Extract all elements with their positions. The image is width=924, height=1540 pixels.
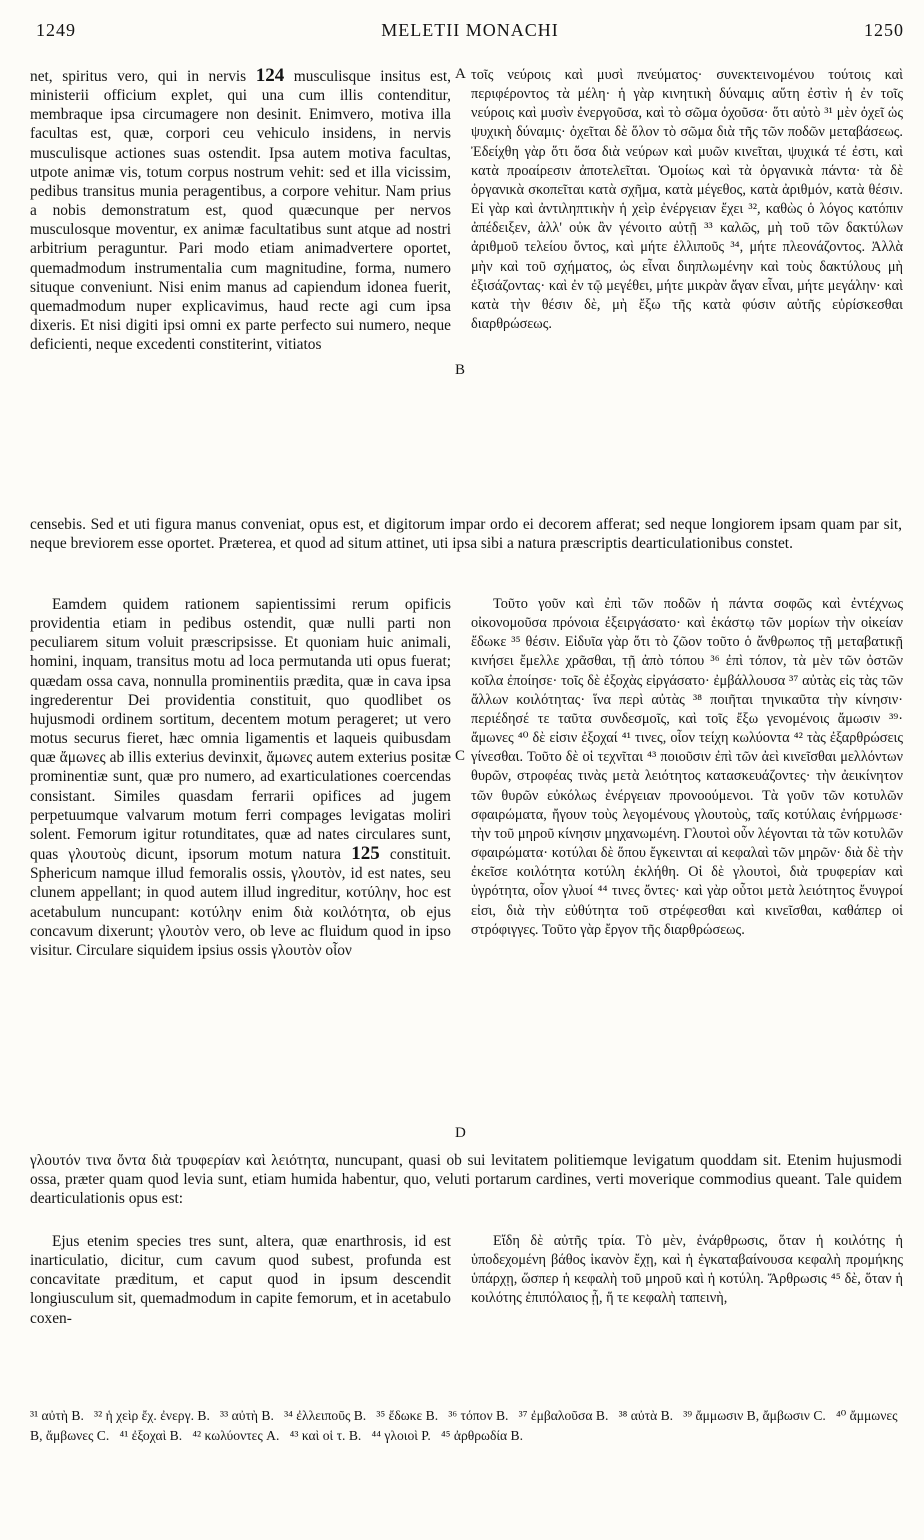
running-title: MELETII MONACHI — [381, 20, 559, 40]
latin-column-2 — [30, 595, 451, 1150]
footnote: ⁴⁴ γλοιοὶ P. — [371, 1428, 431, 1443]
latin-text: censebis. Sed et uti figura manus conveniat, opus est, et digitorum impar ordo ei decorem afferat; sed neque longiorem ipsam quam par sit, neque breviorem esse oportet. Præterea, et quod ad situm attinet, uti ipsa sibi a natura præscriptis dearticulationibus constet. — [30, 516, 902, 553]
page-header — [36, 20, 904, 56]
margin-marker-b: B — [455, 362, 466, 378]
footnote: ³⁸ αὐτὰ B. — [618, 1408, 674, 1423]
latin-text: γλουτόν τινα ὄντα διὰ τρυφερίαν καὶ λειότητα, nuncupant, quasi ob sui levitatem politiemque levigatum quoddam sit. Etenim hujusmodi ossa, præter quam quod levia sunt, etiam humida habentur, quo, veluti portarum cardines, verti moverique commodius queant. Tale quidem dearticulationis opus est: — [30, 1152, 902, 1208]
greek-column-1 — [471, 66, 903, 511]
footnote: ⁴³ καὶ οἱ τ. B. — [289, 1428, 362, 1443]
footnote: ³⁹ ἄμμωσιν B, ἄμβωσιν C. — [683, 1408, 826, 1423]
greek-text: Εἴδη δὲ αὐτῆς τρία. Τὸ μὲν, ἐνάρθρωσις, ὅταν ἡ κοιλότης ἡ ὑποδεχομένη βάθος ἱκανὸν ἔχῃ, καὶ ἡ ἐγκαταβαίνουσα κεφαλὴ προμήκης ὑπάρχῃ, ὥσπερ ἡ κεφαλὴ τοῦ μηροῦ καὶ ἡ κοτύλη. Ἄρθρωσις ⁴⁵ δὲ, ὅταν ἡ κοιλότης ἐπιπόλαιος ᾖ, ἥ τε κεφαλὴ ταπεινὴ, — [471, 1233, 903, 1307]
latin-text: musculisque insitus est, ministerii officium explet, qui una cum illis contenditur, membraque ipsa circumagere non desinit. Enimvero, motiva illa facultas est, quæ, corpori ceu vehiculo insidens, in nervis musculisque actiones suas ostendit. Ipsa autem motiva facultas, utpote animæ vis, totum corpus nostrum vehit: sed et illa vicissim, pedibus transitus munia peragentibus, a corpore vehitur. Nam prius a nobis demonstratum est, quod quæcunque per nervos musculosque moventur, ex animæ facultatibus sunt atque ad nostri arbitrium peraguntur. Pari modo etiam animadvertere oportet, quemadmodum instrumentalia cum magnitudine, forma, numero situque conveniunt. Nisi enim manus ad capiendum idonea fuerit, quemadmodum nuper explicavimus, haud recte agi cum ipsa dixeris. Et nisi digiti ipsi omni ex parte perfecto sui numero, neque deficienti, neque excedenti constiterint, vitiatos — [30, 68, 451, 354]
page-number-right: 1250 — [864, 20, 904, 40]
margin-marker-c: C — [455, 748, 466, 764]
margin-marker-d: D — [455, 1125, 466, 1141]
latin-text: Eamdem quidem rationem sapientissimi rerum opificis providentia etiam in pedibus ostendit, quæ nulli parti non peculiarem situm voluit præscripsisse. Et quoniam huic animali, homini, inquam, transitus motu ad loca permutanda uti opus fuerat; quædam ossa cava, nonnulla prominentiis prædita, quæ in cava ipsa ingrederentur Dei providentia constituit, quo quodlibet os hujusmodi ordinem sortitum, decentem motum perageret; ut vero motus securus fieret, hæc omnia ligamentis et laqueis quibusdam quæ ἄμωνες ab illis exterius devinxit, ἄμωνες autem exterius positæ prominentiæ sunt, quæ pro numero, ad exarticulationes coercendas consistant. Similes quasdam ferrarii opifices ad jugem perpetuumque valvarum motum ferri compages levigatas moliri solent. Femorum igitur rotunditates, quæ ad nates circulares sunt, quas γλουτοὺς dicunt, ipsorum motum natura — [30, 596, 451, 864]
latin-text: Ejus etenim species tres sunt, altera, quæ enarthrosis, id est inarticulatio, dicitur, cum cavum quod subest, profunda est concavitate præditum, et caput quod in ipsum descendit longiusculum sit, quemadmodum in capite femorum, et in acetabulo coxen- — [30, 1233, 451, 1327]
greek-text: Τοῦτο γοῦν καὶ ἐπὶ τῶν ποδῶν ἡ πάντα σοφῶς καὶ ἐντέχνως οἰκονομοῦσα πρόνοια ἐξειργάσατο· καὶ ἑκάστῳ τῶν μορίων τὴν οἰκείαν ἔδωκε ³⁵ θέσιν. Εἰδυῖα γὰρ ὅτι τὸ ζῶον τοῦτο ὁ ἄνθρωπος τῇ μεταβατικῇ κινήσει ἔμελλε χρᾶσθαι, τῇ ἀπὸ τόπου ³⁶ ἐπὶ τόπον, τὰ μὲν τῶν ὀστῶν κοῖλα ἐποίησε· τοῖς δὲ ἐξοχὰς εἰργάσατο· ἐμβάλλουσα ³⁷ αὐτὰς εἰς τὰς τῶν ἄλλων κοιλότητας· ἵνα περὶ αὐτὰς ³⁸ ποιῆται τηνικαῦτα τὴν κίνησιν· περιέδησέ τε ταῦτα συνδεσμοῖς, καὶ τοῖς ἔξω γενομένοις ἄμωσιν ³⁹· ἄμωνες ⁴⁰ δὲ εἰσιν ἐξοχαί ⁴¹ τινες, οἷον τείχη κωλύοντα ⁴² τὰς ἐξαρθρώσεις γίνεσθαι. Τοῦτο δὲ οἱ τεχνῖται ⁴³ ποιοῦσιν ἐπὶ τῶν ἀεὶ κινεῖσθαι μελλόντων θυρῶν, στροφέας τινὰς μετὰ λειότητος κατασκευάζοντες· τὴν ἀεικίνητον τῶν θυρῶν εὐκόλως ἐνέργειαν προνοούμενοι. Τὰ γοῦν τῶν κοτυλῶν σφαιρώματα, ἤγουν τοὺς λεγομένους γλουτοὺς, ταῖς κοτύλαις ἐνήρμωσε· τὴν τοῦ μηροῦ κίνησιν μηχανωμένη. Γλουτοὶ οὖν λέγονται τὰ τῶν κοτυλῶν σφαιρώματα· κοτύλαι δὲ ὅπου ἔγκεινται αἱ κεφαλαὶ τῶν μηρῶν· διὰ δὲ τὴν ἐκεῖσε κοιλότητα κοτύλη ἐκλήθη. Οἱ δὲ γλουτοὶ, διὰ τρυφερίαν καὶ ὑγρότητα, οἷον γλυοί ⁴⁴ τινες ὄντες· καὶ γὰρ οὗτοι μετὰ λειότητος ἔνυγροί εἰσι, διὰ τὴν εὐθύτητα τοῦ στρέφεσθαι καὶ κινεῖσθαι, καθάπερ οἱ στρόφιγγες. Τοῦτο γὰρ ἔργον τῆς διαρθρώσεως. — [471, 596, 903, 938]
page-number-left: 1249 — [36, 20, 76, 40]
full-width-latin-1 — [30, 515, 902, 595]
latin-text: net, spiritus vero, qui in nervis — [30, 68, 247, 85]
column-number: 125 — [351, 843, 380, 865]
footnote: ³⁶ τόπον B. — [448, 1408, 509, 1423]
greek-text: τοῖς νεύροις καὶ μυσὶ πνεύματος· συνεκτεινομένου τούτοις καὶ περιφέροντος τὰ μέλη· ἡ γὰρ κινητικὴ δύναμις αὕτη ἐστὶν ἡ ἐν τοῖς νεύροις καὶ μυσὶν ἐνεργοῦσα, καὶ τὸ σῶμα ὀχοῦσα· ὅτι αὐτὸ ³¹ μὲν ὀχεῖ ὡς ψυχικὴ δύναμις· ὀχεῖται δὲ ὅλον τὸ σῶμα διὰ τῆς τῶν ποδῶν μεταβάσεως. Ἐδείχθη γὰρ ὅτι ὅσα διὰ νεύρων καὶ μυῶν κινεῖται, ψυχικά τέ ἐστι, καὶ κατὰ προαίρεσιν ἀποτελεῖται. Ὁμοίως καὶ τὰ ὀργανικὰ πάντα· τὰ δὲ ὀργανικὰ σκοπεῖται κατὰ σχῆμα, κατὰ μέγεθος, κατὰ ἀριθμόν, κατὰ θέσιν. Εἰ γὰρ καὶ ἀντιληπτικὴν ἡ χεὶρ ἐνέργειαν ἔχει ³², καθὼς ὁ λόγος κατόπιν ἀπέδειξεν, ἀλλ' οὐκ ἂν γένοιτο αὐτῇ ³³ καλῶς, μὴ τοῦ τῶν δακτύλων ἀριθμοῦ τελείου ὄντος, καὶ μήτε ἐλλιποῦς ³⁴, μήτε πλεονάζοντος. Ἀλλὰ μὴν καὶ τοῦ σχήματος, ὡς εἶναι διηπλωμένην καὶ τοὺς δακτύλους μὴ ἐξισάζοντας· καὶ ἐν τῷ μεγέθει, μήτε μικρὰν ἄγαν εἶναι, μήτε μεγάλην· καὶ κατὰ τὴν θέσιν δὲ, μὴ ἔξω τῆς κατὰ φύσιν αὐτῆς εὑρίσκεσθαι διαρθρώσεως. — [471, 67, 903, 333]
footnote: ⁴⁰ ἄμμωνες B, ἄμβωνες C. — [30, 1408, 898, 1443]
footnotes — [30, 1406, 902, 1446]
footnote: ³² ἡ χεὶρ ἔχ. ἐνεργ. B. — [94, 1408, 210, 1423]
latin-column-3 — [30, 1232, 451, 1392]
footnote: ⁴¹ ἐξοχαὶ B. — [119, 1428, 183, 1443]
footnote: ³⁷ ἐμβαλοῦσα B. — [518, 1408, 609, 1423]
footnote: ⁴⁵ ἀρθρωδία B. — [440, 1428, 524, 1443]
footnote: ³⁵ ἔδωκε B. — [376, 1408, 439, 1423]
column-number: 124 — [255, 66, 285, 86]
greek-column-2 — [471, 595, 903, 1150]
footnote: ³³ αὐτὴ B. — [220, 1408, 274, 1423]
full-width-latin-2 — [30, 1151, 902, 1231]
footnote: ³⁴ ἐλλειποῦς B. — [284, 1408, 367, 1423]
footnote: ³¹ αὐτὴ B. — [30, 1408, 84, 1423]
latin-column-1 — [30, 66, 451, 511]
footnote: ⁴² κωλύοντες A. — [192, 1428, 280, 1443]
greek-column-3 — [471, 1232, 903, 1392]
margin-marker-a: A — [455, 66, 466, 82]
latin-text: constituit. Sphericum namque illud femoralis ossis, γλουτὸν, id est nates, seu clunem appellant; in quod autem illud ingreditur, κοτύλην, hoc est acetabulum nuncupant: κοτύλην enim διὰ κοιλότητα, ob ejus concavum dixerunt; γλουτὸν vero, ob leve ac fluidum quod in ipso visitur. Circulare siquidem ipsius ossis γλουτὸν οἷον — [30, 846, 451, 959]
